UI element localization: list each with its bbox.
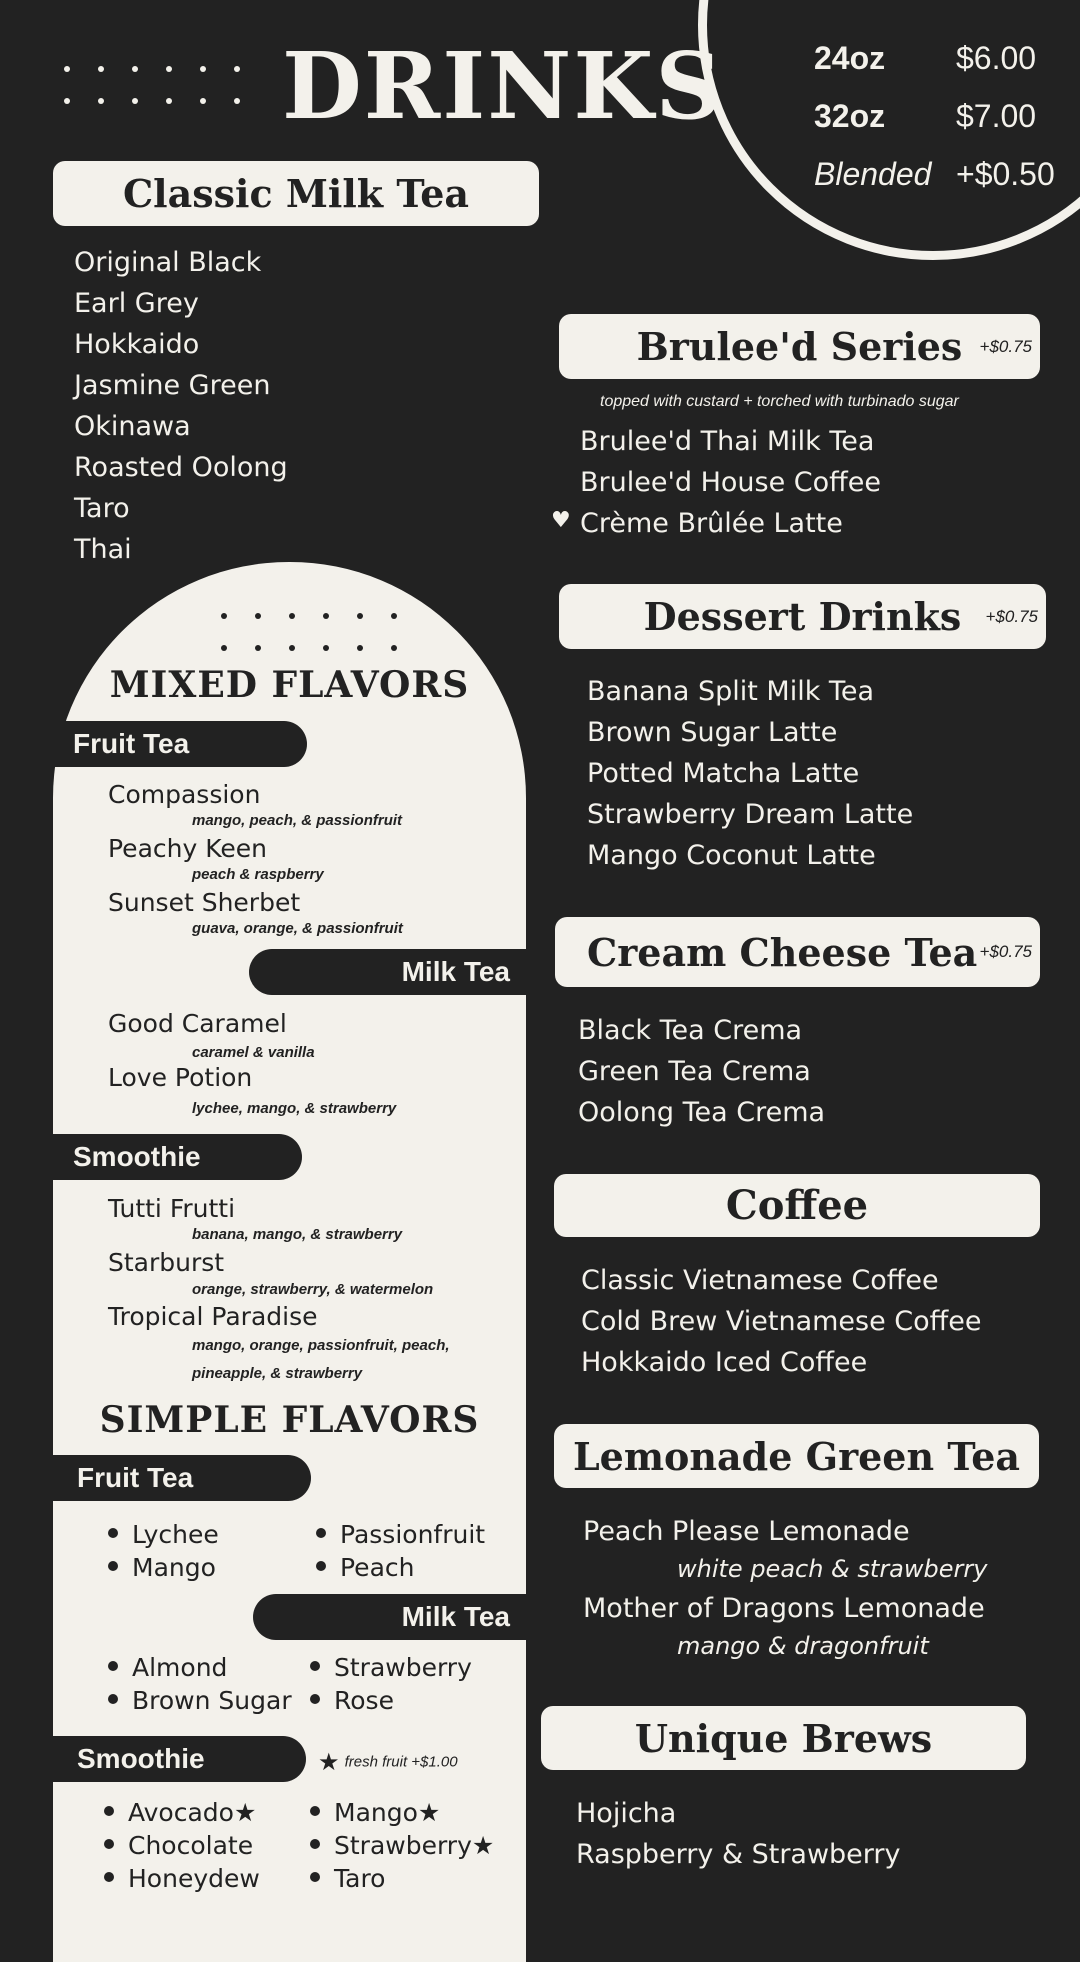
list-item: Hokkaido bbox=[74, 329, 200, 360]
surcharge: +$0.75 bbox=[979, 942, 1032, 961]
coffee-header bbox=[554, 1174, 1040, 1237]
list-item: Honeydew bbox=[104, 1862, 260, 1895]
list-item: Strawberry bbox=[310, 1651, 472, 1684]
surcharge: +$0.75 bbox=[985, 606, 1038, 626]
list-item: Oolong Tea Crema bbox=[578, 1097, 826, 1128]
list-item: Taro bbox=[310, 1862, 494, 1895]
heart-icon: ♥ bbox=[551, 508, 571, 533]
list-item: Thai bbox=[74, 534, 132, 565]
list-item: Brown Sugar Latte bbox=[587, 717, 838, 748]
list-item: Banana Split Milk Tea bbox=[587, 676, 874, 707]
tab-label: Milk Tea bbox=[401, 1601, 510, 1632]
drink-description: lychee, mango, & strawberry bbox=[192, 1100, 397, 1117]
drink-description: white peach & strawberry bbox=[677, 1555, 988, 1583]
drink-name: Mother of Dragons Lemonade bbox=[583, 1593, 985, 1624]
star-icon: ★ bbox=[318, 1748, 340, 1776]
tab-simple-milk-tea bbox=[253, 1594, 526, 1640]
list-item: Brulee'd Thai Milk Tea bbox=[580, 426, 875, 457]
list-item: Brown Sugar bbox=[108, 1684, 292, 1717]
list-item: Strawberry★ bbox=[310, 1829, 494, 1862]
list-item: Strawberry Dream Latte bbox=[587, 799, 914, 830]
tab-mixed-fruit-tea bbox=[53, 721, 307, 767]
list-item: Okinawa bbox=[74, 411, 191, 442]
section-title: Dessert Drinks bbox=[643, 594, 962, 639]
drink-description: guava, orange, & passionfruit bbox=[192, 920, 403, 937]
coffee-list bbox=[581, 1260, 982, 1383]
dessert-drinks-header bbox=[559, 584, 1046, 649]
drink-name: Tropical Paradise bbox=[108, 1302, 318, 1331]
simple-flavors-heading: SIMPLE FLAVORS bbox=[99, 1399, 480, 1441]
list-item: Passionfruit bbox=[316, 1518, 485, 1551]
classic-milk-tea-list bbox=[74, 242, 288, 570]
page-title: DRINKS bbox=[282, 32, 724, 140]
list-item: Mango bbox=[108, 1551, 219, 1584]
drink-name: Peachy Keen bbox=[108, 834, 267, 863]
fresh-fruit-note: ★ fresh fruit +$1.00 bbox=[318, 1748, 458, 1776]
cream-cheese-tea-header bbox=[555, 917, 1040, 987]
simple-milk-tea-col2 bbox=[310, 1651, 472, 1717]
list-item: Raspberry & Strawberry bbox=[576, 1839, 901, 1870]
section-title: Unique Brews bbox=[634, 1715, 933, 1761]
tab-simple-fruit-tea bbox=[53, 1455, 311, 1501]
tab-label: Milk Tea bbox=[401, 956, 510, 987]
list-item: Green Tea Crema bbox=[578, 1056, 811, 1087]
tab-label: Fruit Tea bbox=[73, 728, 190, 759]
mixed-flavors-heading: MIXED FLAVORS bbox=[109, 664, 470, 706]
drink-name: Starburst bbox=[108, 1248, 225, 1277]
drink-name: Good Caramel bbox=[108, 1009, 287, 1038]
list-item: Jasmine Green bbox=[74, 370, 271, 401]
tab-simple-smoothie bbox=[53, 1736, 306, 1782]
list-item: Mango★ bbox=[310, 1796, 494, 1829]
list-item: Chocolate bbox=[104, 1829, 260, 1862]
drink-description: orange, strawberry, & watermelon bbox=[192, 1281, 434, 1298]
simple-fruit-tea-col2 bbox=[316, 1518, 485, 1584]
size-price: $7.00 bbox=[956, 98, 1037, 134]
section-title: Lemonade Green Tea bbox=[572, 1433, 1021, 1479]
drink-name: Sunset Sherbet bbox=[108, 888, 301, 917]
tab-mixed-smoothie bbox=[53, 1134, 302, 1180]
list-item: Peach bbox=[316, 1551, 485, 1584]
size-label: 24oz bbox=[814, 40, 886, 76]
tab-label: Fruit Tea bbox=[77, 1462, 194, 1493]
list-item: Lychee bbox=[108, 1518, 219, 1551]
unique-brews-header bbox=[541, 1706, 1026, 1770]
size-price: +$0.50 bbox=[956, 156, 1055, 192]
cream-cheese-list bbox=[578, 1010, 825, 1133]
size-label: Blended bbox=[814, 156, 932, 192]
drink-description: peach & raspberry bbox=[192, 866, 324, 883]
tab-mixed-milk-tea bbox=[249, 949, 526, 995]
lemonade-green-tea-header bbox=[554, 1424, 1039, 1488]
drink-name: Love Potion bbox=[108, 1063, 253, 1092]
simple-milk-tea-col1 bbox=[108, 1651, 292, 1717]
list-item: Crème Brûlée Latte bbox=[580, 508, 843, 539]
drink-name: Tutti Frutti bbox=[108, 1194, 236, 1223]
section-title: Brulee'd Series bbox=[636, 324, 963, 369]
drink-name: Peach Please Lemonade bbox=[583, 1516, 910, 1547]
surcharge: +$0.75 bbox=[979, 336, 1032, 356]
decorative-dots bbox=[64, 66, 240, 104]
list-item: Almond bbox=[108, 1651, 292, 1684]
drink-description: mango & dragonfruit bbox=[677, 1632, 929, 1660]
list-item: Roasted Oolong bbox=[74, 452, 288, 483]
section-title: Cream Cheese Tea bbox=[587, 929, 978, 975]
list-item: Earl Grey bbox=[74, 288, 199, 319]
list-item: Original Black bbox=[74, 247, 262, 278]
list-item: Potted Matcha Latte bbox=[587, 758, 860, 789]
drink-description: pineapple, & strawberry bbox=[192, 1365, 363, 1382]
decorative-dots bbox=[221, 613, 397, 651]
drink-name: Compassion bbox=[108, 780, 261, 809]
tab-label: Smoothie bbox=[77, 1743, 205, 1774]
list-item: Hokkaido Iced Coffee bbox=[581, 1347, 868, 1378]
section-title: Classic Milk Tea bbox=[122, 171, 470, 216]
brulee-series-header bbox=[559, 314, 1040, 379]
size-price: $6.00 bbox=[956, 40, 1037, 76]
list-item: Avocado★ bbox=[104, 1796, 260, 1829]
classic-milk-tea-header bbox=[53, 161, 539, 226]
list-item: Classic Vietnamese Coffee bbox=[581, 1265, 939, 1296]
simple-smoothie-col1 bbox=[104, 1796, 260, 1895]
brulee-list bbox=[580, 421, 881, 544]
simple-fruit-tea-col1 bbox=[108, 1518, 219, 1584]
drink-description: mango, orange, passionfruit, peach, bbox=[192, 1337, 450, 1354]
drink-description: mango, peach, & passionfruit bbox=[192, 812, 403, 829]
drink-description: banana, mango, & strawberry bbox=[192, 1226, 403, 1243]
list-item: Taro bbox=[74, 493, 130, 524]
list-item: Rose bbox=[310, 1684, 472, 1717]
tab-label: Smoothie bbox=[73, 1141, 201, 1172]
drink-description: caramel & vanilla bbox=[192, 1044, 315, 1061]
simple-smoothie-col2 bbox=[310, 1796, 494, 1895]
dessert-list bbox=[587, 671, 913, 876]
list-item: Hojicha bbox=[576, 1798, 677, 1829]
list-item: Mango Coconut Latte bbox=[587, 840, 876, 871]
section-title: Coffee bbox=[725, 1182, 869, 1229]
list-item: Cold Brew Vietnamese Coffee bbox=[581, 1306, 982, 1337]
size-label: 32oz bbox=[814, 98, 886, 134]
brulee-note: topped with custard + torched with turbinado sugar bbox=[600, 393, 959, 410]
unique-brews-list bbox=[576, 1793, 901, 1875]
list-item: Black Tea Crema bbox=[578, 1015, 803, 1046]
list-item: Brulee'd House Coffee bbox=[580, 467, 881, 498]
